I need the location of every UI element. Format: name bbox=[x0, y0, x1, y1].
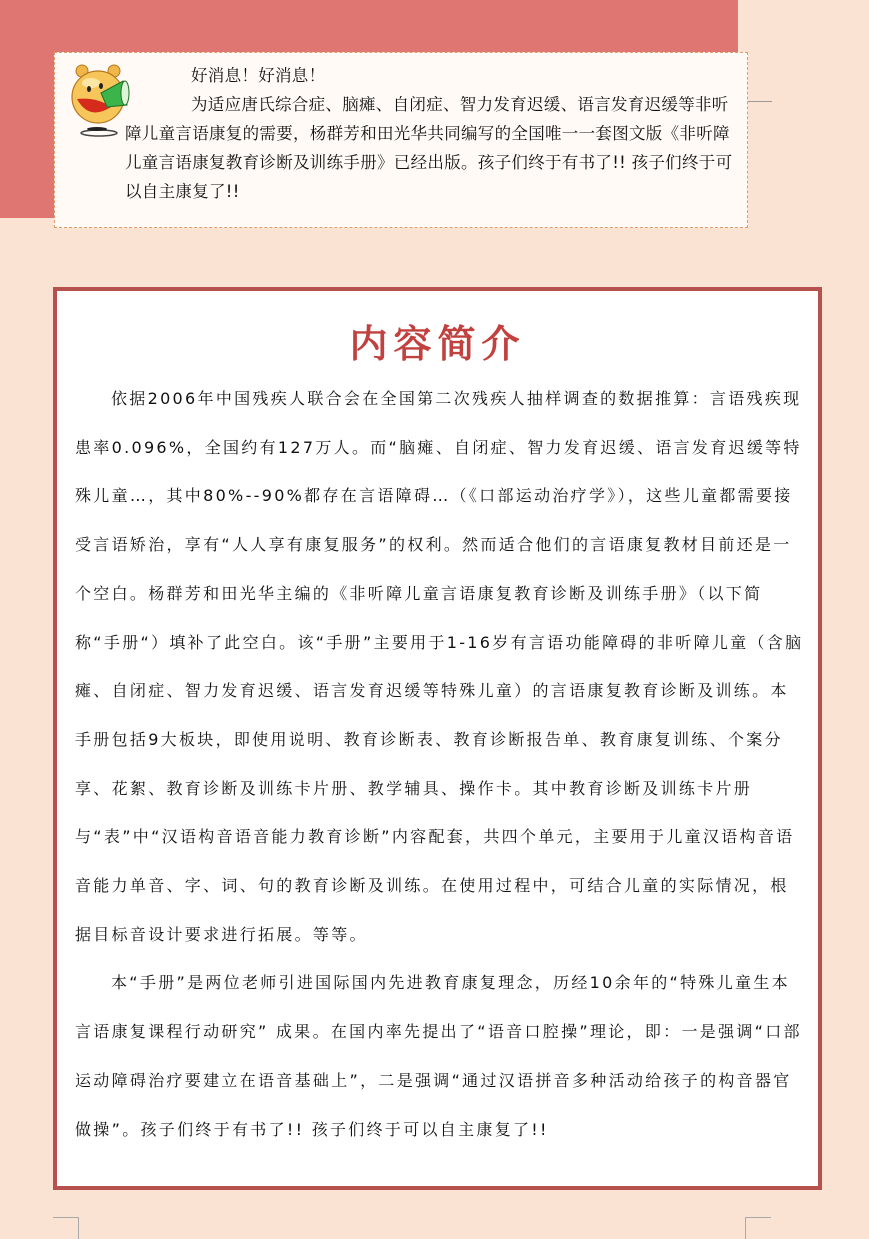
margin-guide-line bbox=[748, 101, 772, 102]
content-summary-box bbox=[53, 287, 822, 1190]
content-paragraph-2: 本“手册”是两位老师引进国际国内先进教育康复理念，历经10余年的“特殊儿童生本言语康复课程行动研究” 成果。在国内率先提出了“语音口腔操”理论，即：一是强调“口部运动障碍治疗要建立在语音基础上”，二是强调“通过汉语拼音多种活动给孩子的构音器官做操”。孩子们终于有书了!! 孩子们终于可以自主康复了!! bbox=[75, 973, 802, 1139]
crop-mark-left bbox=[53, 1217, 79, 1239]
megaphone-mascot-icon bbox=[67, 59, 131, 139]
notice-greeting: 好消息！好消息！ bbox=[191, 66, 326, 85]
content-title: 内容简介 bbox=[349, 321, 526, 366]
content-paragraph-1: 依据2006年中国残疾人联合会在全国第二次残疾人抽样调查的数据推算：言语残疾现患率0.096%，全国约有127万人。而“脑瘫、自闭症、智力发育迟缓、语言发育迟缓等特殊儿童…，其中80%--90%都存在言语障碍…（《口部运动治疗学》），这些儿童都需要接受言语矫治，享有“人人享有康复服务”的权利。然而适合他们的言语康复教材目前还是一个空白。杨群芳和田光华主编的《非听障儿童言语康复教育诊断及训练手册》（以下简称“手册“）填补了此空白。该“手册”主要用于1-16岁有言语功能障碍的非听障儿童（含脑瘫、自闭症、智力发育迟缓、语言发育迟缓等特殊儿童）的言语康复教育诊断及训练。本手册包括9大板块，即使用说明、教育诊断表、教育诊断报告单、教育康复训练、个案分享、花絮、教育诊断及训练卡片册、教学辅具、操作卡。其中教育诊断及训练卡片册与“表”中“汉语构音语音能力教育诊断”内容配套，共四个单元，主要用于儿童汉语构音语音能力单音、字、词、句的教育诊断及训练。在使用过程中，可结合儿童的实际情况，根据目标音设计要求进行拓展。等等。 bbox=[75, 389, 804, 944]
notice-text-block bbox=[125, 61, 743, 206]
notice-box bbox=[54, 52, 748, 228]
crop-mark-right bbox=[745, 1217, 771, 1239]
content-body bbox=[75, 375, 804, 1154]
notice-message: 为适应唐氏综合症、脑瘫、自闭症、智力发育迟缓、语言发育迟缓等非听障儿童言语康复的需要，杨群芳和田光华共同编写的全国唯一一套图文版《非听障儿童言语康复教育诊断及训练手册》已经出版。孩子们终于有书了!! 孩子们终于可以自主康复了!! bbox=[125, 95, 733, 201]
